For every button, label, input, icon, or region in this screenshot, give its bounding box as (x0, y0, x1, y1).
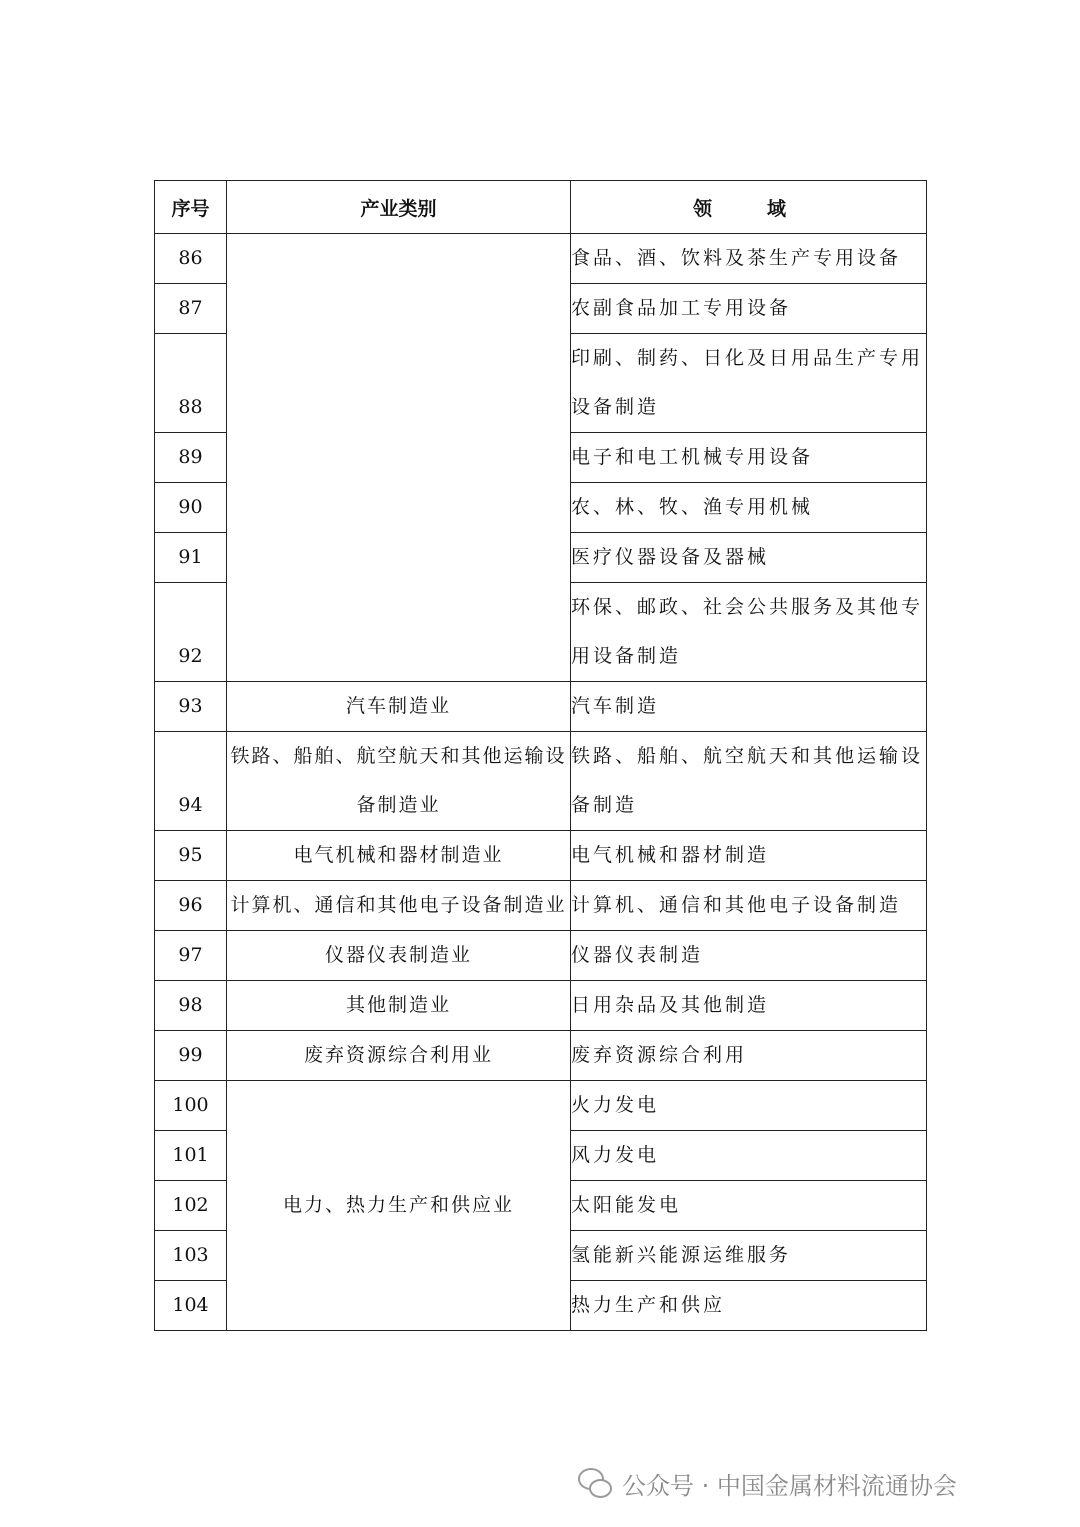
field-cell: 环保、邮政、社会公共服务及其他专用设备制造 (571, 583, 927, 682)
table-row (155, 732, 927, 831)
row-number: 92 (155, 583, 227, 682)
row-number: 97 (155, 931, 227, 981)
field-cell: 医疗仪器设备及器械 (571, 533, 927, 583)
category-cell: 其他制造业 (227, 981, 571, 1031)
field-cell: 食品、酒、饮料及茶生产专用设备 (571, 234, 927, 284)
row-number: 93 (155, 682, 227, 732)
table-row (155, 831, 927, 881)
header-category: 产业类别 (227, 181, 571, 234)
field-cell: 汽车制造 (571, 682, 927, 732)
table-row (155, 881, 927, 931)
wechat-footer (578, 1461, 957, 1505)
row-number: 89 (155, 433, 227, 483)
row-number: 103 (155, 1231, 227, 1281)
field-cell: 废弃资源综合利用 (571, 1031, 927, 1081)
category-cell: 废弃资源综合利用业 (227, 1031, 571, 1081)
header-field: 领 域 (571, 181, 927, 234)
field-cell: 氢能新兴能源运维服务 (571, 1231, 927, 1281)
field-cell: 农、林、牧、渔专用机械 (571, 483, 927, 533)
table-row (155, 931, 927, 981)
table-row (155, 682, 927, 732)
row-number: 87 (155, 284, 227, 334)
field-cell: 火力发电 (571, 1081, 927, 1131)
row-number: 98 (155, 981, 227, 1031)
field-cell: 农副食品加工专用设备 (571, 284, 927, 334)
row-number: 88 (155, 334, 227, 433)
row-number: 104 (155, 1281, 227, 1331)
table-row (155, 981, 927, 1031)
industry-table (154, 180, 927, 1331)
field-cell: 电子和电工机械专用设备 (571, 433, 927, 483)
field-cell: 印刷、制药、日化及日用品生产专用设备制造 (571, 334, 927, 433)
field-cell: 热力生产和供应 (571, 1281, 927, 1331)
table-row (155, 1081, 927, 1131)
field-cell: 铁路、船舶、航空航天和其他运输设备制造 (571, 732, 927, 831)
footer-text: 公众号 · 中国金属材料流通协会 (622, 1471, 957, 1500)
row-number: 102 (155, 1181, 227, 1231)
table-row (155, 1031, 927, 1081)
row-number: 95 (155, 831, 227, 881)
category-cell: 铁路、船舶、航空航天和其他运输设备制造业 (227, 732, 571, 831)
table-row (155, 234, 927, 284)
row-number: 101 (155, 1131, 227, 1181)
category-cell: 汽车制造业 (227, 682, 571, 732)
category-cell: 计算机、通信和其他电子设备制造业 (227, 881, 571, 931)
field-cell: 电气机械和器材制造 (571, 831, 927, 881)
row-number: 86 (155, 234, 227, 284)
category-cell: 仪器仪表制造业 (227, 931, 571, 981)
row-number: 100 (155, 1081, 227, 1131)
category-cell-power: 电力、热力生产和供应业 (227, 1081, 571, 1331)
row-number: 94 (155, 732, 227, 831)
row-number: 99 (155, 1031, 227, 1081)
field-cell: 风力发电 (571, 1131, 927, 1181)
category-cell: 电气机械和器材制造业 (227, 831, 571, 881)
field-cell: 仪器仪表制造 (571, 931, 927, 981)
row-number: 90 (155, 483, 227, 533)
row-number: 91 (155, 533, 227, 583)
table-header-row (155, 181, 927, 234)
category-cell-empty (227, 234, 571, 682)
field-cell: 太阳能发电 (571, 1181, 927, 1231)
header-number: 序号 (155, 181, 227, 234)
row-number: 96 (155, 881, 227, 931)
field-cell: 计算机、通信和其他电子设备制造 (571, 881, 927, 931)
field-cell: 日用杂品及其他制造 (571, 981, 927, 1031)
wechat-icon (578, 1466, 612, 1500)
